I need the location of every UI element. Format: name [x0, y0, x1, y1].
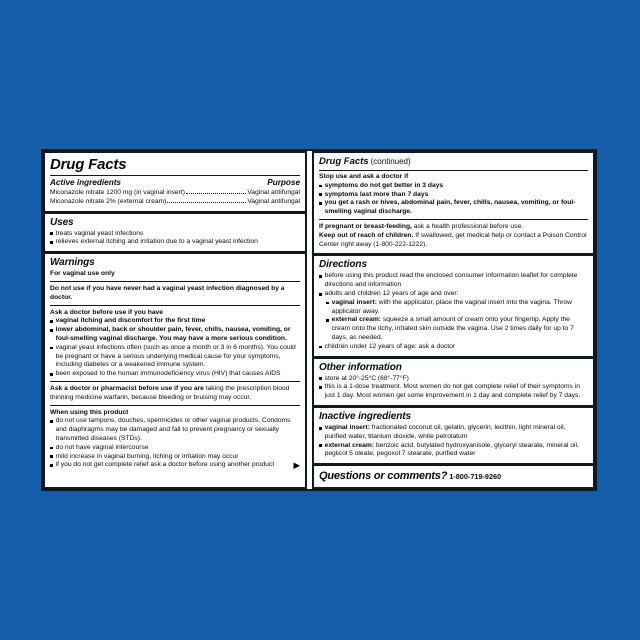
title-divider: [319, 170, 588, 171]
square-bullet-icon: [50, 347, 53, 350]
square-bullet-icon: [319, 346, 322, 349]
thin-divider: [319, 219, 588, 220]
continue-arrow-icon: ▶: [293, 460, 300, 471]
warnings-section: [45, 251, 305, 487]
square-bullet-icon: [50, 420, 53, 423]
drug-facts-right-column: [312, 151, 595, 489]
pregnancy-statement: [319, 223, 588, 232]
ask-doctor-item: vaginal yeast infections often (such as once a month or 3 in 6 months). You could be pregnant or have a serious underlying medical cause for your symptoms, including diabetes or a weakened immune system.: [50, 344, 300, 370]
inactive-insert-lead: vaginal insert:: [324, 423, 370, 431]
when-using-item: mild increase in vaginal burning, itching or irritation may occur: [50, 453, 300, 462]
other-information-heading: Other information: [319, 361, 402, 373]
square-bullet-icon: [50, 373, 53, 376]
ingredient-name: Miconazole nitrate 2% (external cream): [50, 197, 167, 205]
purpose-heading: Purpose: [267, 178, 300, 187]
title-divider: [50, 175, 300, 176]
square-bullet-icon: [319, 293, 322, 296]
thin-divider: [50, 305, 300, 306]
drug-facts-title: Drug Facts: [50, 156, 127, 173]
active-ingredients-section: [45, 153, 305, 211]
square-bullet-icon: [319, 427, 322, 430]
directions-item: adults and children 12 years of age and over:: [319, 290, 588, 299]
external-cream-rest: squeeze a small amount of cream onto your fingertip. Apply the cream onto the itchy, irritated skin outside the vagina. Use 2 times daily for up to 7 days, as needed.: [331, 316, 574, 341]
inactive-ingredients-item: [319, 442, 588, 460]
ingredient-purpose: Vaginal antifungal: [247, 189, 300, 196]
questions-phone-number: 1-800-719-9260: [449, 472, 502, 482]
active-ingredients-header-row: [50, 178, 300, 188]
square-bullet-icon: [319, 386, 322, 389]
other-information-item: store at 20°-25°C (68°-77°F): [319, 375, 588, 384]
other-information-item: this is a 1-dose treatment. Most women do not get complete relief of their symptoms in just 1 day. Most women get some improvement in 1 day and complete relief by 7 days.: [319, 383, 588, 401]
dotted-leader: [167, 202, 246, 203]
do-not-use-statement: Do not use if you have never had a vaginal yeast infection diagnosed by a doctor.: [50, 284, 285, 301]
drug-facts-continued-title: [319, 156, 588, 168]
keep-out-lead: Keep out of reach of children.: [319, 231, 414, 239]
thin-divider: [50, 281, 300, 282]
when-using-heading: When using this product: [50, 408, 129, 416]
directions-heading: Directions: [319, 259, 367, 271]
thin-divider: [50, 405, 300, 406]
square-bullet-icon: [319, 377, 322, 380]
questions-heading: Questions or comments?: [319, 470, 448, 483]
uses-item: treats vaginal yeast infections: [50, 230, 300, 239]
ask-pharmacist-statement: [50, 385, 300, 403]
pregnancy-lead: If pregnant or breast-feeding,: [319, 222, 412, 230]
square-bullet-icon: [50, 464, 53, 467]
square-bullet-icon: [326, 302, 329, 305]
square-bullet-icon: [50, 241, 53, 244]
drug-facts-title-continued: Drug Facts: [319, 156, 369, 167]
inactive-ingredients-heading: Inactive ingredients: [319, 410, 411, 422]
square-bullet-icon: [319, 193, 322, 196]
inactive-insert-rest: fractionated coconut oil, gelatin, glycerin, lecithin, light mineral oil, purified water, titanium dioxide, white petrolatum: [324, 423, 566, 440]
inactive-cream-rest: benzoic acid, butylated hydroxyanisole, glyceryl stearate, mineral oil, peglicol 5 oleate, pegoxol 7 stearate, purified water: [324, 441, 579, 458]
drug-facts-panel: [41, 149, 597, 491]
square-bullet-icon: [50, 329, 53, 332]
warnings-heading: Warnings: [50, 257, 95, 269]
stop-use-item: symptoms do not get better in 3 days: [319, 182, 588, 191]
directions-item: before using this product read the enclosed consumer information leaflet for complete directions and information: [319, 272, 588, 290]
other-information-section: [314, 356, 593, 405]
continued-header-section: [314, 153, 593, 253]
dotted-leader: [186, 193, 246, 194]
square-bullet-icon: [319, 275, 322, 278]
stop-use-item: you get a rash or hives, abdominal pain, fever, chills, nausea, vomiting, or foul-smelling vaginal discharge.: [319, 199, 588, 217]
vaginal-insert-lead: vaginal insert:: [331, 298, 377, 306]
ingredient-purpose: Vaginal antifungal: [247, 197, 300, 205]
directions-item: children under 12 years of age: ask a doctor: [319, 343, 588, 352]
stop-use-heading: Stop use and ask a doctor if: [319, 173, 409, 180]
uses-section: [45, 211, 305, 252]
active-ingredients-heading: Active ingredients: [50, 178, 121, 187]
inactive-ingredients-item: [319, 424, 588, 442]
square-bullet-icon: [319, 185, 322, 188]
inactive-cream-lead: external cream:: [324, 441, 375, 449]
square-bullet-icon: [50, 447, 53, 450]
directions-subitem-cream: [326, 316, 588, 342]
square-bullet-icon: [319, 202, 322, 205]
square-bullet-icon: [326, 319, 329, 322]
ask-doctor-item: lower abdominal, back or shoulder pain, fever, chills, nausea, vomiting, or foul-smelling vaginal discharge. You may have a more serious condition.: [50, 326, 300, 344]
when-using-item: do not use tampons, douches, spermicides or other vaginal products. Condoms and diaphragms may be damaged and fail to prevent pregnancy or sexually transmitted diseases (STDs).: [50, 417, 300, 443]
vaginal-insert-rest: with the applicator, place the vaginal insert into the vagina. Throw applicator away.: [331, 298, 572, 315]
thin-divider: [50, 381, 300, 382]
ask-doctor-heading: Ask a doctor before use if you have: [50, 308, 163, 316]
ask-pharmacist-rest: taking the prescription blood thinning medicine warfarin, because bleeding or bruising may occur.: [50, 384, 290, 401]
directions-subitem-insert: [326, 299, 588, 317]
external-cream-lead: external cream:: [331, 316, 382, 324]
uses-heading: Uses: [50, 216, 74, 228]
square-bullet-icon: [50, 455, 53, 458]
ingredient-name: Miconazole nitrate 1200 mg (in vaginal insert): [50, 189, 185, 196]
ask-doctor-item: vaginal itching and discomfort for the first time: [50, 317, 300, 326]
pregnancy-rest: ask a health professional before use.: [411, 222, 524, 230]
warnings-subheading: For vaginal use only: [50, 270, 115, 278]
keep-out-statement: [319, 232, 588, 250]
ingredient-row: [50, 189, 300, 198]
square-bullet-icon: [50, 320, 53, 323]
inactive-ingredients-section: [314, 405, 593, 463]
when-using-item: do not have vaginal intercourse: [50, 444, 300, 453]
when-using-item: if you do not get complete relief ask a doctor before using another product ▶: [50, 461, 300, 470]
ask-doctor-item: been exposed to the human immunodeficiency virus (HIV) that causes AIDS: [50, 370, 300, 379]
square-bullet-icon: [50, 232, 53, 235]
ask-pharmacist-lead: Ask a doctor or pharmacist before use if you are: [50, 384, 204, 392]
directions-section: [314, 253, 593, 355]
uses-item: relieves external itching and irritation due to a vaginal yeast infection: [50, 238, 300, 247]
drug-facts-left-column: [43, 151, 307, 489]
keep-out-rest: If swallowed, get medical help or contact a Poison Control Center right away (1-800-222-1222).: [319, 231, 587, 248]
square-bullet-icon: [319, 444, 322, 447]
continued-suffix: (continued): [370, 157, 411, 166]
ingredient-row: [50, 198, 300, 207]
stop-use-item: symptoms last more than 7 days: [319, 191, 588, 200]
questions-section: [314, 463, 593, 487]
